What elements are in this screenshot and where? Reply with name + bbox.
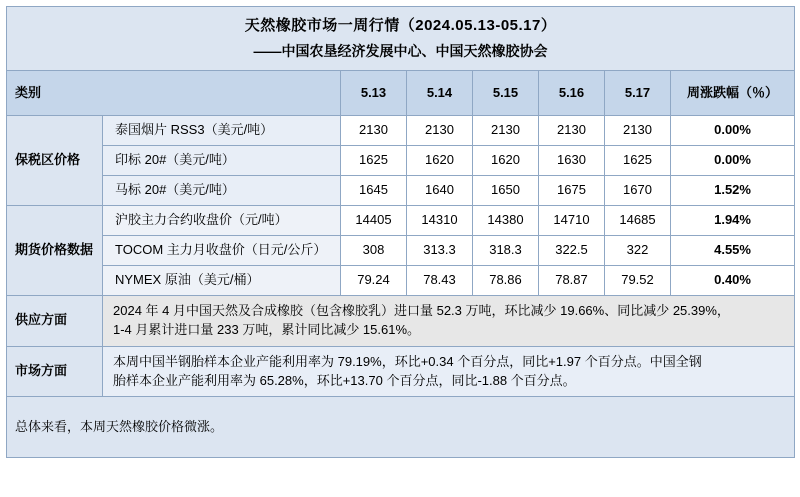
header-date-3: 5.16	[539, 71, 605, 116]
note-line: 胎样本企业产能利用率为 65.28%，环比+13.70 个百分点，同比-1.88 个百分点。	[113, 372, 576, 388]
row-value: 322.5	[539, 236, 605, 266]
row-value: 1670	[605, 176, 671, 206]
row-item-label: 泰国烟片 RSS3（美元/吨）	[103, 116, 341, 146]
row-value: 78.86	[473, 266, 539, 296]
row-item-label: 马标 20#（美元/吨）	[103, 176, 341, 206]
row-value: 14310	[407, 206, 473, 236]
note-row-supply	[7, 296, 795, 347]
row-value: 2130	[605, 116, 671, 146]
summary-text: 总体来看，本周天然橡胶价格微涨。	[7, 397, 795, 458]
row-value: 14380	[473, 206, 539, 236]
table-row	[7, 206, 795, 236]
row-value: 14685	[605, 206, 671, 236]
subtitle-row	[7, 41, 795, 71]
header-date-4: 5.17	[605, 71, 671, 116]
row-change: 0.00%	[671, 116, 795, 146]
subtitle-cell	[7, 41, 795, 71]
row-change: 1.52%	[671, 176, 795, 206]
row-value: 14710	[539, 206, 605, 236]
row-value: 2130	[539, 116, 605, 146]
note-line: 2024 年 4 月中国天然及合成橡胶（包含橡胶乳）进口量 52.3 万吨，环比减少 19.66%、同比减少 25.39%，	[113, 303, 730, 319]
row-item-label: 印标 20#（美元/吨）	[103, 146, 341, 176]
row-change: 4.55%	[671, 236, 795, 266]
row-change: 0.00%	[671, 146, 795, 176]
title-row	[7, 7, 795, 41]
section-label-bonded-zone: 保税区价格	[7, 116, 103, 206]
note-line: 本周中国半钢胎样本企业产能利用率为 79.19%，环比+0.34 个百分点，同比+1.97 个百分点。中国全钢	[113, 353, 702, 369]
note-body-supply	[103, 296, 795, 347]
note-row-market	[7, 346, 795, 397]
row-value: 2130	[473, 116, 539, 146]
header-date-2: 5.15	[473, 71, 539, 116]
market-report-table	[6, 6, 795, 458]
row-item-label: 沪胶主力合约收盘价（元/吨）	[103, 206, 341, 236]
table-row	[7, 116, 795, 146]
row-value: 318.3	[473, 236, 539, 266]
row-value: 79.24	[341, 266, 407, 296]
row-change: 0.40%	[671, 266, 795, 296]
table-row	[7, 266, 795, 296]
header-date-1: 5.14	[407, 71, 473, 116]
note-line: 1-4 月累计进口量 233 万吨，累计同比减少 15.61%。	[113, 321, 421, 337]
table-row	[7, 176, 795, 206]
row-value: 1640	[407, 176, 473, 206]
note-label-market: 市场方面	[7, 346, 103, 397]
row-change: 1.94%	[671, 206, 795, 236]
row-value: 14405	[341, 206, 407, 236]
row-value: 78.43	[407, 266, 473, 296]
header-weekly-change: 周涨跌幅（％）	[671, 71, 795, 116]
row-item-label: TOCOM 主力月收盘价（日元/公斤）	[103, 236, 341, 266]
row-value: 313.3	[407, 236, 473, 266]
row-value: 1625	[341, 146, 407, 176]
row-value: 78.87	[539, 266, 605, 296]
row-value: 308	[341, 236, 407, 266]
report-title: 天然橡胶市场一周行情（2024.05.13-05.17）	[244, 17, 557, 34]
section-label-futures: 期货价格数据	[7, 206, 103, 296]
table-row	[7, 236, 795, 266]
row-value: 1620	[473, 146, 539, 176]
row-value: 1675	[539, 176, 605, 206]
row-value: 2130	[407, 116, 473, 146]
report-subtitle: ——中国农垦经济发展中心、中国天然橡胶协会	[253, 42, 548, 59]
row-value: 1645	[341, 176, 407, 206]
title-cell	[7, 7, 795, 41]
header-category: 类别	[7, 71, 341, 116]
header-date-0: 5.13	[341, 71, 407, 116]
note-body-market	[103, 346, 795, 397]
table-header-row	[7, 71, 795, 116]
row-value: 2130	[341, 116, 407, 146]
table-row	[7, 146, 795, 176]
row-value: 1630	[539, 146, 605, 176]
row-value: 1625	[605, 146, 671, 176]
row-value: 79.52	[605, 266, 671, 296]
row-value: 322	[605, 236, 671, 266]
row-value: 1650	[473, 176, 539, 206]
row-value: 1620	[407, 146, 473, 176]
note-label-supply: 供应方面	[7, 296, 103, 347]
summary-row	[7, 397, 795, 458]
row-item-label: NYMEX 原油（美元/桶）	[103, 266, 341, 296]
